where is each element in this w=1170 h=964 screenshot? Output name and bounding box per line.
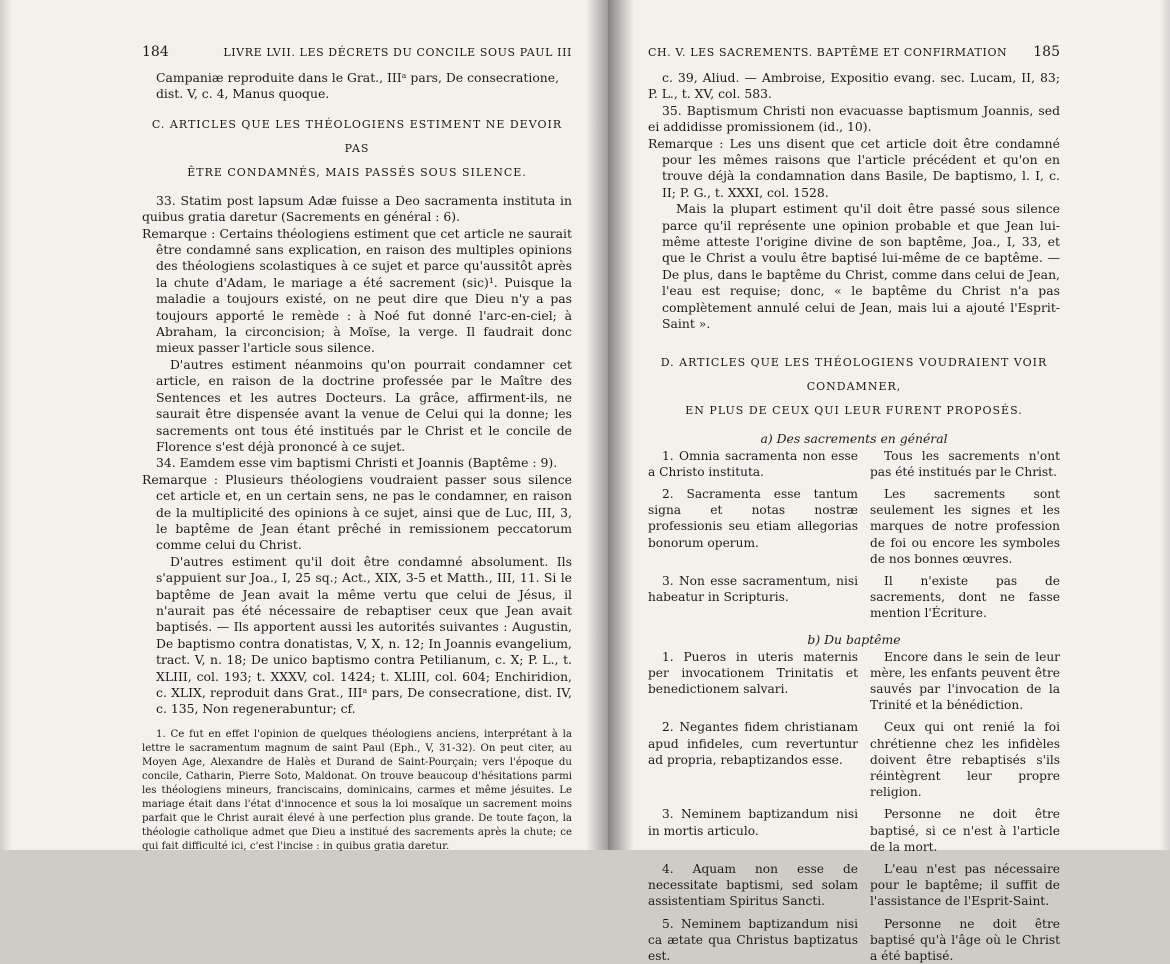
article-34: 34. Eamdem esse vim baptismi Christi et Joannis (Baptême : 9). — [156, 455, 558, 471]
french-text: Les sacrements sont seulement les signes et les marques de notre profession de foi ou encore les symboles de nos bonnes œuvres. — [870, 486, 1060, 566]
page-number: 185 — [1033, 44, 1060, 60]
continuation: c. 39, Aliud. — Ambroise, Expositio evang. sec. Lucam, II, 83; P. L., t. XV, col. 583. — [648, 70, 1060, 102]
subheading-a: a) Des sacrements en général — [760, 430, 948, 446]
footnote-divider — [142, 718, 572, 728]
parallel-row — [648, 719, 1060, 800]
parallel-row — [648, 486, 1060, 567]
latin-text: 2. Negantes fidem christianam apud infideles, cum revertuntur ad propria, rebaptizandos esse. — [648, 720, 858, 767]
intro-line-1: Campaniæ reproduite dans le Grat., IIIᵃ pars, De consecratione, — [156, 70, 560, 85]
french-text: Tous les sacrements n'ont pas été institués par le Christ. — [870, 448, 1060, 479]
latin-text: 1. Pueros in uteris maternis per invocationem Trinitatis et benedictionem salvari. — [648, 649, 858, 696]
autres-33: D'autres estiment néanmoins qu'on pourrait condamner cet article, en raison de la doctrine professée par le Maître des Sentences et les autres Docteurs. La grâce, affirment-ils, ne saurait être dispensée avant la venue de Celui qui la donne; les sacrements ont tous été institués par le Christ et le concile de Florence s'est déjà prononcé à ce sujet. — [156, 356, 572, 454]
subheading-b: b) Du baptême — [807, 631, 901, 647]
latin-text: 1. Omnia sacramenta non esse a Christo instituta. — [648, 448, 858, 479]
right-page — [608, 0, 1170, 963]
running-head-text: LIVRE LVII. LES DÉCRETS DU CONCILE SOUS PAUL III — [223, 46, 572, 59]
page-edge-shadow — [1160, 0, 1170, 850]
latin-text: 2. Sacramenta esse tantum signa et notas nostræ professionis seu etiam allegorias bonorum operum. — [648, 486, 858, 550]
intro-line-2: dist. V, c. 4, Manus quoque. — [156, 86, 330, 102]
parallel-row — [648, 806, 1060, 855]
gutter-shadow — [586, 0, 608, 850]
parallel-columns-a — [648, 448, 1060, 622]
french-text: Personne ne doit être baptisé, si ce n'est à l'article de la mort. — [870, 807, 1060, 854]
plupart-35: Mais la plupart estiment qu'il doit être passé sous silence parce qu'il représente une opinion probable et que Jean lui-même atteste l'origine divine de son baptême, Joa., I, 33, et que le Christ a voulu être baptisé lui-même de ce baptême. — De plus, dans le baptême du Christ, comme dans celui de Jean, l'eau est requise; donc, « le baptême du Christ n'a pas complètement annulé celui de Jean, mais lui a ajouté l'Esprit-Saint ». — [662, 201, 1060, 332]
remarque-34: Remarque : Plusieurs théologiens voudraient passer sous silence cet article et, en un certain sens, ne pas le condamner, en raison de la multiplicité des opinions à ce sujet, ainsi que de Luc, III, 3, le baptême de Jean étant prêché in remissionem peccatorum comme celui du Christ. — [142, 471, 572, 553]
section-heading-line: C. ARTICLES QUE LES THÉOLOGIENS ESTIMENT NE DEVOIR PAS — [151, 117, 563, 155]
running-header — [142, 44, 572, 60]
remarque-35: Remarque : Les uns disent que cet article doit être condamné pour les mêmes raisons que l'article précédent et qu'on en trouve déjà la condamnation dans Basile, De baptismo, l. I, c. II; P. G., t. XXXI, col. 1528. — [648, 135, 1060, 200]
french-text: Ceux qui ont renié la foi chrétienne chez les infidèles doivent être rebaptisés s'ils réintègrent leur propre religion. — [870, 720, 1060, 800]
parallel-columns-b — [648, 649, 1060, 964]
latin-text: 3. Non esse sacramentum, nisi habeatur in Scripturis. — [648, 573, 858, 605]
latin-text: 5. Neminem baptizandum nisi ca ætate qua Christus baptizatus est. — [648, 916, 858, 963]
section-heading-line: D. ARTICLES QUE LES THÉOLOGIENS VOUDRAIENT VOIR CONDAMNER, — [660, 355, 1048, 393]
parallel-row — [648, 448, 1060, 480]
french-text: Personne ne doit être baptisé qu'à l'âge où le Christ a été baptisé. — [870, 916, 1060, 963]
section-heading-line: ÊTRE CONDAMNÉS, MAIS PASSÉS SOUS SILENCE. — [187, 165, 527, 179]
section-heading-line: EN PLUS DE CEUX QUI LEUR FURENT PROPOSÉS. — [685, 403, 1023, 417]
remarque-33: Remarque : Certains théologiens estiment que cet article ne saurait être condamné sans explication, en raison des multiples opinions des théologiens scolastiques à ce sujet et parce qu'aussitôt après la chute d'Adam, le mariage a été sacrement (sic)¹. Puisque la maladie a toujours existé, on ne peut dire que Dieu n'y a pas toujours apporté le remède : à Noé fut donné l'arc-en-ciel; à Abraham, la circoncision; à Moïse, la verge. Il faudrait donc mieux passer l'article sous silence. — [142, 225, 572, 356]
parallel-row — [648, 916, 1060, 964]
running-header — [648, 44, 1060, 60]
footnote: 1. Ce fut en effet l'opinion de quelques théologiens anciens, interprétant à la lettre le sacramentum magnum de saint Paul (Eph., V, 31-32). On peut citer, au Moyen Age, Alexandre de Halès et Durand de Saint-Pourçain; vers l'époque du concile, Catharin, Pierre Soto, Maldonat. On trouve beaucoup d'hésitations parmi les théologiens mineurs, franciscains, dominicains, carmes et même jésuites. Le mariage était dans l'état d'innocence et sous la loi mosaïque un sacrement moins parfait que le Christ aurait élevé à une perfection plus grande. De toute façon, la théologie catholique admet que Dieu a institué des sacrements après la chute; ce qui fait difficulté ici, c'est l'incise : in quibus gratia daretur. — [142, 728, 572, 852]
article-35: 35. Baptismum Christi non evacuasse baptismum Joannis, sed ei addidisse promissionem (id., 10). — [648, 102, 1060, 135]
page-edge-shadow — [0, 0, 12, 850]
parallel-row — [648, 649, 1060, 714]
latin-text: 4. Aquam non esse de necessitate baptismi, sed solam assistentiam Spiritus Sancti. — [648, 861, 858, 909]
article-33: 33. Statim post lapsum Adæ fuisse a Deo sacramenta instituta in quibus gratia daretur (Sacrements en général : 6). — [142, 192, 572, 225]
autres-34: D'autres estiment qu'il doit être condamné absolument. Ils s'appuient sur Joa., I, 25 sq.; Act., XIX, 3-5 et Matth., III, 11. Si le baptême de Jean avait la même vertu que celui de Jésus, il n'aurait pas été nécessaire de rebaptiser ceux que Jean avait baptisés. — Ils apportent aussi les autorités suivantes : Augustin, De baptismo contra donatistas, V, X, n. 12; In Joannis evangelium, tract. V, n. 18; De unico baptismo contra Petilianum, c. X; P. L., t. XLIII, col. 193; t. XXXV, col. 1424; t. XLIII, col. 604; Enchiridion, c. XLIX, reproduit dans Grat., IIIᵃ pars, De consecratione, dist. IV, c. 135, Non regenerabuntur; cf. — [156, 553, 572, 717]
parallel-row — [648, 573, 1060, 622]
latin-text: 3. Neminem baptizandum nisi in mortis articulo. — [648, 807, 858, 838]
french-text: Il n'existe pas de sacrements, dont ne fasse mention l'Écriture. — [870, 573, 1060, 621]
section-heading-c — [142, 113, 572, 185]
running-head-text: CH. V. LES SACREMENTS. BAPTÊME ET CONFIRMATION — [648, 46, 1008, 59]
french-text: L'eau n'est pas nécessaire pour le baptême; il suffit de l'assistance de l'Esprit-Saint. — [870, 861, 1060, 909]
section-heading-d — [648, 351, 1060, 423]
gutter-shadow — [608, 0, 634, 850]
left-page — [0, 0, 608, 850]
parallel-row — [648, 861, 1060, 910]
page-number: 184 — [142, 44, 169, 60]
french-text: Encore dans le sein de leur mère, les enfants peuvent être sauvés par l'invocation de la Trinité et la bénédiction. — [870, 649, 1060, 713]
